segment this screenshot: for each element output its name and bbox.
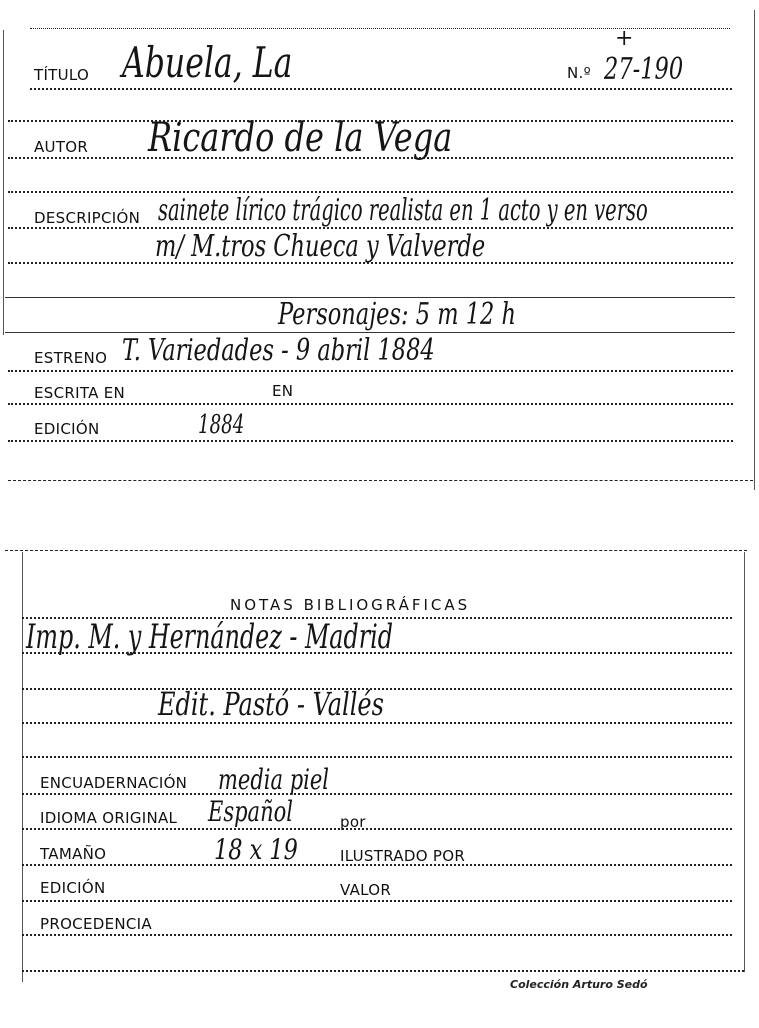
descripcion-line2: m/ M.tros Chueca y Valverde (155, 229, 486, 264)
ruled-line (22, 900, 732, 902)
descripcion-line1: sainete lírico trágico realista en 1 acto y en verso (158, 193, 648, 228)
numero-label: N.º (567, 64, 591, 82)
procedencia-label: PROCEDENCIA (40, 915, 152, 933)
card-top-left-edge (3, 30, 4, 335)
valor-label: VALOR (340, 881, 392, 899)
numero-mark: + (615, 26, 634, 51)
estreno-value: T. Variedades - 9 abril 1884 (122, 333, 435, 368)
notas-line1: Imp. M. y Hernández - Madrid (26, 617, 393, 657)
ruled-line (22, 828, 732, 830)
notas-label: NOTAS BIBLIOGRÁFICAS (230, 596, 471, 614)
descripcion-label: DESCRIPCIÓN (34, 209, 141, 227)
ruled-line (8, 403, 733, 405)
ruled-line (22, 864, 732, 866)
titulo-label: TÍTULO (34, 66, 90, 84)
edicion2-label: EDICIÓN (40, 879, 106, 897)
descripcion-line3: Personajes: 5 m 12 h (278, 297, 517, 332)
en-label: EN (272, 382, 294, 400)
estreno-label: ESTRENO (34, 349, 108, 367)
card-bottom-top-edge (5, 550, 747, 551)
catalog-card-top (0, 0, 759, 500)
idioma-value: Español (208, 795, 293, 828)
ruled-line (22, 722, 732, 724)
numero-value: 27-190 (604, 52, 684, 87)
notas-line2: Edit. Pastó - Vallés (158, 685, 384, 723)
edicion-value: 1884 (198, 410, 245, 440)
ilustrado-label: ILUSTRADO POR (340, 847, 466, 865)
ruled-line (22, 652, 732, 654)
encuadernacion-value: media piel (218, 763, 329, 796)
coleccion-credit: Colección Arturo Sedó (510, 978, 648, 991)
ruled-line (22, 970, 744, 972)
card-bottom-right-edge (744, 552, 745, 972)
por-label: por (340, 813, 366, 831)
ruled-line (22, 793, 732, 795)
ruled-line (8, 370, 733, 372)
encuadernacion-label: ENCUADERNACIÓN (40, 774, 188, 792)
tamano-label: TAMAÑO (40, 845, 107, 863)
ruled-line (8, 440, 733, 442)
autor-label: AUTOR (34, 138, 89, 156)
ruled-line (8, 480, 753, 481)
tamano-value: 18 x 19 (214, 833, 298, 866)
autor-value: Ricardo de la Vega (148, 115, 453, 161)
ruled-line (22, 756, 732, 758)
titulo-value: Abuela, La (122, 38, 293, 87)
ruled-line (22, 934, 732, 936)
idioma-label: IDIOMA ORIGINAL (40, 809, 178, 827)
edicion-label: EDICIÓN (34, 420, 100, 438)
catalog-card-bottom (0, 540, 759, 1028)
escrita-label: ESCRITA EN (34, 384, 126, 402)
card-top-right-edge (754, 10, 755, 490)
ruled-line (30, 88, 732, 90)
